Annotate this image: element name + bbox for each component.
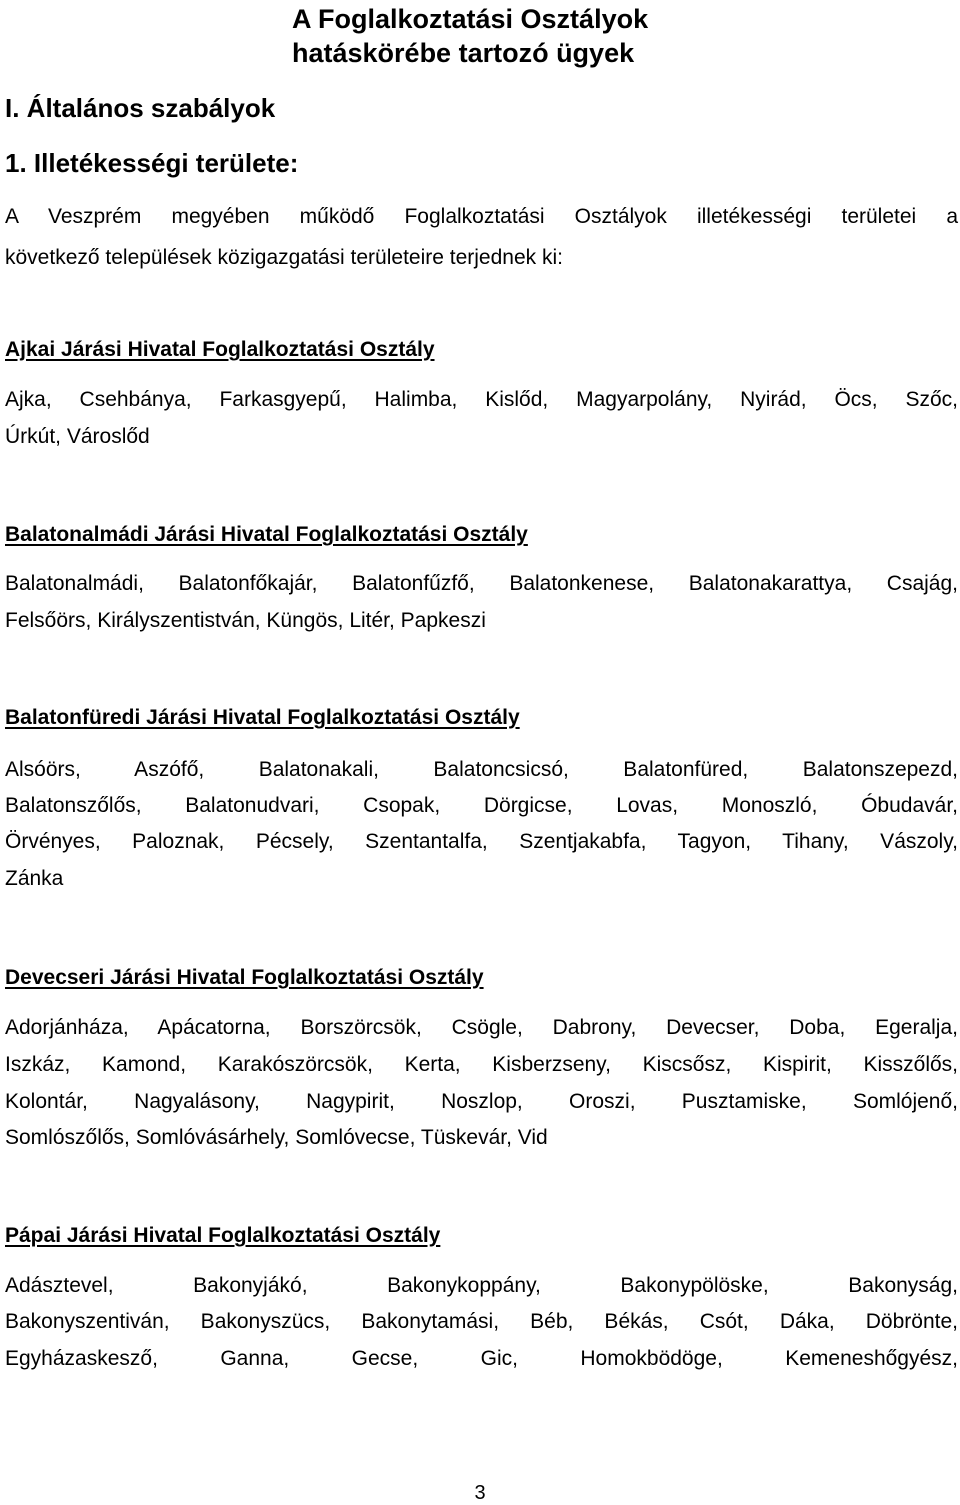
office-papa-line-2: Bakonyszentiván, Bakonyszücs, Bakonytamási, Béb, Békás, Csót, Dáka, Döbrönte, — [5, 1310, 958, 1333]
office-balatonalmadi-line-1: Balatonalmádi, Balatonfőkajár, Balatonfűzfő, Balatonkenese, Balatonakarattya, Csajág, — [5, 572, 958, 595]
office-papa-line-1: Adásztevel, Bakonyjákó, Bakonykoppány, Bakonypölöske, Bakonyság, — [5, 1274, 958, 1297]
intro-line-1: A Veszprém megyében működő Foglalkoztatási Osztályok illetékességi területei a — [5, 205, 958, 228]
office-title-balatonalmadi: Balatonalmádi Járási Hivatal Foglalkoztatási Osztály — [5, 523, 528, 546]
office-title-devecser: Devecseri Járási Hivatal Foglalkoztatási Osztály — [5, 966, 484, 989]
office-title-ajka: Ajkai Járási Hivatal Foglalkoztatási Osztály — [5, 338, 435, 361]
intro-paragraph — [5, 196, 958, 278]
intro-line-2: következő települések közigazgatási területeire terjednek ki: — [5, 246, 563, 269]
office-devecser-line-1: Adorjánháza, Apácatorna, Borszörcsök, Csögle, Dabrony, Devecser, Doba, Egeralja, — [5, 1016, 958, 1039]
office-balatonfured-line-2: Balatonszőlős, Balatonudvari, Csopak, Dörgicse, Lovas, Monoszló, Óbudavár, — [5, 794, 958, 817]
page-number: 3 — [474, 1482, 486, 1504]
office-balatonfured-line-4: Zánka — [5, 867, 64, 890]
office-title-papa: Pápai Járási Hivatal Foglalkoztatási Osztály — [5, 1224, 441, 1247]
office-balatonfured-line-1: Alsóörs, Aszófő, Balatonakali, Balatoncsicsó, Balatonfüred, Balatonszepezd, — [5, 758, 958, 781]
office-devecser-line-4: Somlószőlős, Somlóvásárhely, Somlóvecse, Tüskevár, Vid — [5, 1126, 548, 1149]
office-ajka-line-2: Úrkút, Városlőd — [5, 425, 150, 448]
office-balatonfured-line-3: Örvényes, Paloznak, Pécsely, Szentantalfa, Szentjakabfa, Tagyon, Tihany, Vászoly, — [5, 830, 958, 853]
document-title — [292, 2, 692, 70]
office-papa-line-3: Egyházaskesző, Ganna, Gecse, Gic, Homokbödöge, Kemeneshőgyész, — [5, 1347, 958, 1370]
document-title-line-1: A Foglalkoztatási Osztályok — [292, 4, 649, 34]
subsection-heading: 1. Illetékességi területe: — [5, 148, 299, 178]
office-balatonalmadi-line-2: Felsőörs, Királyszentistván, Küngös, Litér, Papkeszi — [5, 609, 486, 632]
document-title-line-2: hatáskörébe tartozó ügyek — [292, 38, 635, 68]
section-heading: I. Általános szabályok — [5, 93, 276, 123]
office-ajka-line-1: Ajka, Csehbánya, Farkasgyepű, Halimba, Kislőd, Magyarpolány, Nyirád, Öcs, Szőc, — [5, 388, 958, 411]
office-devecser-line-3: Kolontár, Nagyalásony, Nagypirit, Noszlop, Oroszi, Pusztamiske, Somlójenő, — [5, 1090, 958, 1113]
office-title-balatonfured: Balatonfüredi Járási Hivatal Foglalkoztatási Osztály — [5, 706, 520, 729]
office-devecser-line-2: Iszkáz, Kamond, Karakószörcsök, Kerta, Kisberzseny, Kiscsősz, Kispirit, Kisszőlős, — [5, 1053, 958, 1076]
